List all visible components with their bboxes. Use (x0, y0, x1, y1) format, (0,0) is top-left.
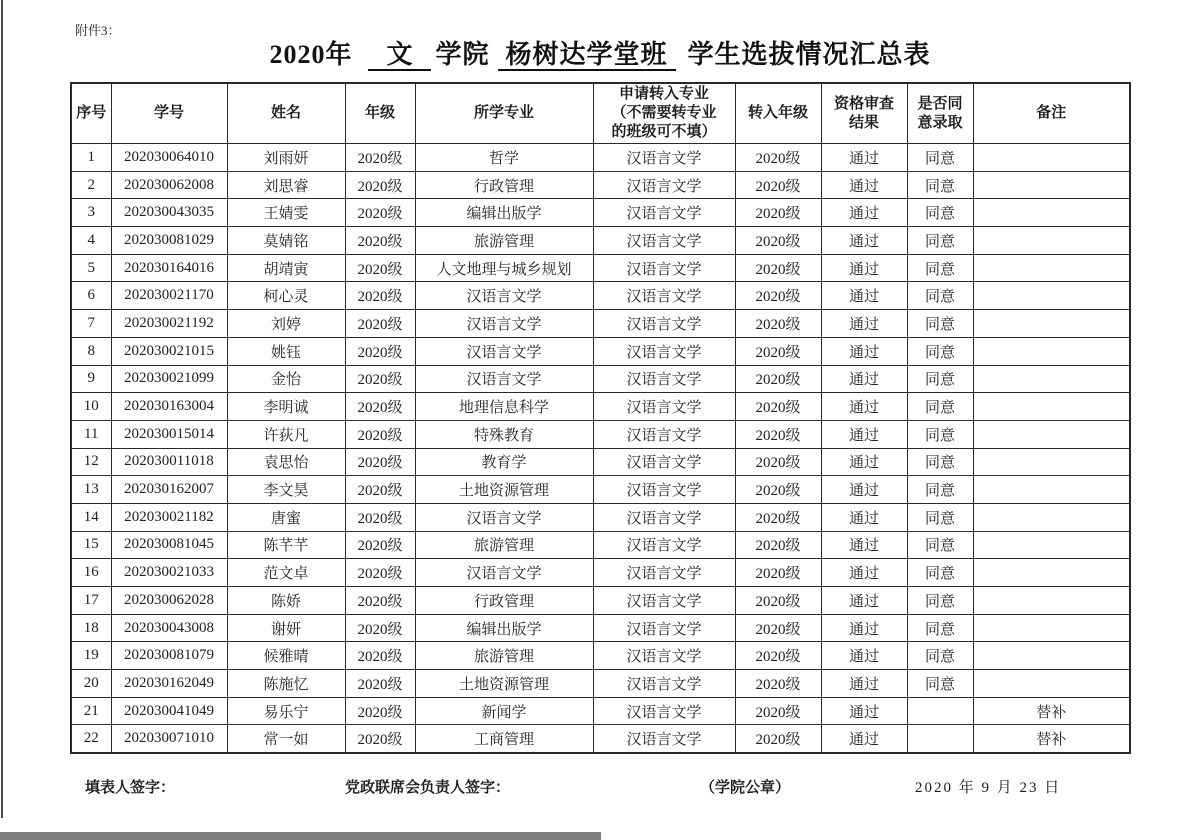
table-cell: 2020级 (345, 254, 415, 282)
table-cell: 同意 (907, 531, 973, 559)
table-cell: 4 (71, 227, 111, 255)
table-cell (973, 227, 1130, 255)
table-cell: 2020级 (735, 199, 821, 227)
table-cell: 汉语言文学 (415, 310, 593, 338)
table-cell (973, 282, 1130, 310)
date-label: 2020 年 9 月 23 日 (915, 780, 1062, 796)
table-cell: 同意 (907, 227, 973, 255)
column-header: 备注 (973, 83, 1130, 144)
table-cell: 通过 (821, 254, 907, 282)
table-cell: 18 (71, 614, 111, 642)
table-cell: 教育学 (415, 448, 593, 476)
table-cell: 11 (71, 420, 111, 448)
table-row (71, 310, 1130, 338)
table-cell: 5 (71, 254, 111, 282)
column-header: 所学专业 (415, 83, 593, 144)
table-cell: 2020级 (345, 365, 415, 393)
table-cell: 同意 (907, 310, 973, 338)
table-cell: 通过 (821, 171, 907, 199)
table-cell (973, 448, 1130, 476)
table-row (71, 531, 1130, 559)
table-cell: 同意 (907, 254, 973, 282)
column-header: 年级 (345, 83, 415, 144)
table-cell: 2020级 (735, 393, 821, 421)
table-row (71, 227, 1130, 255)
table-cell: 通过 (821, 476, 907, 504)
table-cell: 2020级 (345, 227, 415, 255)
table-row (71, 503, 1130, 531)
table-row (71, 725, 1130, 753)
table-cell: 新闻学 (415, 697, 593, 725)
table-cell: 通过 (821, 670, 907, 698)
table-cell: 2020级 (735, 144, 821, 172)
table-cell: 汉语言文学 (593, 725, 735, 753)
title-year: 2020年 (269, 40, 353, 69)
table-cell: 汉语言文学 (415, 282, 593, 310)
table-row (71, 393, 1130, 421)
attachment-label: 附件3： (75, 23, 121, 38)
table-row (71, 448, 1130, 476)
table-cell: 202030041049 (111, 697, 227, 725)
table-cell: 通过 (821, 531, 907, 559)
table-cell: 2020级 (345, 476, 415, 504)
column-header: 转入年级 (735, 83, 821, 144)
table-cell: 2020级 (345, 725, 415, 753)
table-cell (973, 254, 1130, 282)
table-cell: 范文卓 (227, 559, 345, 587)
table-cell: 莫婧铭 (227, 227, 345, 255)
table-cell: 通过 (821, 559, 907, 587)
table-cell: 2020级 (345, 642, 415, 670)
scan-left-edge (1, 0, 3, 818)
selection-summary-table (70, 82, 1131, 754)
table-cell: 2 (71, 171, 111, 199)
table-cell: 通过 (821, 393, 907, 421)
page-title (0, 34, 1200, 71)
table-cell: 202030164016 (111, 254, 227, 282)
table-header-row (71, 83, 1130, 144)
table-cell: 同意 (907, 365, 973, 393)
table-cell: 汉语言文学 (593, 531, 735, 559)
table-cell: 汉语言文学 (593, 365, 735, 393)
college-seal-label: （学院公章） (700, 780, 791, 796)
table-cell: 2020级 (345, 697, 415, 725)
table-cell (973, 144, 1130, 172)
table-row (71, 282, 1130, 310)
table-cell: 2020级 (345, 559, 415, 587)
table-cell: 2020级 (735, 227, 821, 255)
table-cell: 2020级 (735, 559, 821, 587)
table-cell: 2020级 (345, 670, 415, 698)
table-cell: 同意 (907, 282, 973, 310)
table-cell: 通过 (821, 365, 907, 393)
table-cell: 同意 (907, 476, 973, 504)
table-cell: 李明诚 (227, 393, 345, 421)
table-cell (973, 420, 1130, 448)
table-cell: 汉语言文学 (593, 448, 735, 476)
table-cell: 2020级 (735, 254, 821, 282)
scan-bottom-edge (0, 832, 601, 840)
table-cell: 汉语言文学 (593, 476, 735, 504)
table-row (71, 254, 1130, 282)
table-cell: 行政管理 (415, 171, 593, 199)
table-cell: 2020级 (345, 393, 415, 421)
table-cell: 同意 (907, 337, 973, 365)
table-cell: 哲学 (415, 144, 593, 172)
table-cell: 202030062008 (111, 171, 227, 199)
table-cell: 2020级 (735, 420, 821, 448)
table-cell (973, 171, 1130, 199)
table-cell: 旅游管理 (415, 227, 593, 255)
table-cell: 202030021099 (111, 365, 227, 393)
table-cell: 6 (71, 282, 111, 310)
table-cell (973, 531, 1130, 559)
table-cell: 同意 (907, 171, 973, 199)
table-cell: 2020级 (735, 670, 821, 698)
table-cell: 通过 (821, 448, 907, 476)
table-cell: 行政管理 (415, 587, 593, 615)
table-cell: 地理信息科学 (415, 393, 593, 421)
table-row (71, 697, 1130, 725)
table-cell: 2020级 (735, 587, 821, 615)
table-cell: 刘雨妍 (227, 144, 345, 172)
table-cell: 3 (71, 199, 111, 227)
table-cell: 202030062028 (111, 587, 227, 615)
table-cell: 汉语言文学 (593, 670, 735, 698)
table-cell (973, 503, 1130, 531)
table-cell: 土地资源管理 (415, 670, 593, 698)
table-cell: 13 (71, 476, 111, 504)
table-cell: 2020级 (735, 365, 821, 393)
table-cell: 202030163004 (111, 393, 227, 421)
table-cell: 202030162049 (111, 670, 227, 698)
table-cell: 汉语言文学 (415, 559, 593, 587)
table-cell: 汉语言文学 (593, 144, 735, 172)
table-cell: 汉语言文学 (593, 697, 735, 725)
table-cell: 通过 (821, 697, 907, 725)
table-cell: 2020级 (345, 282, 415, 310)
table-cell: 陈芊芊 (227, 531, 345, 559)
table-cell: 202030021170 (111, 282, 227, 310)
table-cell: 10 (71, 393, 111, 421)
table-cell (973, 310, 1130, 338)
table-row (71, 587, 1130, 615)
table-cell: 汉语言文学 (593, 587, 735, 615)
title-suffix: 学生选拔情况汇总表 (687, 40, 931, 69)
table-cell (973, 614, 1130, 642)
table-cell: 汉语言文学 (593, 503, 735, 531)
table-cell (907, 725, 973, 753)
table-cell: 通过 (821, 614, 907, 642)
table-cell: 汉语言文学 (593, 559, 735, 587)
table-cell: 202030081079 (111, 642, 227, 670)
table-cell: 202030021033 (111, 559, 227, 587)
table-cell: 通过 (821, 310, 907, 338)
table-cell (973, 365, 1130, 393)
table-cell: 许荻凡 (227, 420, 345, 448)
table-cell: 202030081045 (111, 531, 227, 559)
column-header: 申请转入专业 （不需要转专业 的班级可不填） (593, 83, 735, 144)
table-cell: 2020级 (345, 171, 415, 199)
table-cell: 通过 (821, 144, 907, 172)
table-cell: 2020级 (735, 725, 821, 753)
table-row (71, 420, 1130, 448)
table-cell: 202030021015 (111, 337, 227, 365)
table-cell: 汉语言文学 (593, 393, 735, 421)
table-cell: 2020级 (345, 199, 415, 227)
table-cell: 王婧雯 (227, 199, 345, 227)
table-cell: 通过 (821, 725, 907, 753)
table-cell: 汉语言文学 (415, 337, 593, 365)
table-cell: 202030043008 (111, 614, 227, 642)
table-cell: 陈施忆 (227, 670, 345, 698)
table-cell: 同意 (907, 144, 973, 172)
table-cell: 2020级 (735, 697, 821, 725)
table-cell: 通过 (821, 420, 907, 448)
table-cell (973, 559, 1130, 587)
committee-signature-label: 党政联席会负责人签字： (345, 780, 511, 796)
column-header: 资格审查 结果 (821, 83, 907, 144)
table-cell: 汉语言文学 (593, 614, 735, 642)
table-cell: 汉语言文学 (415, 503, 593, 531)
table-cell: 21 (71, 697, 111, 725)
table-cell: 9 (71, 365, 111, 393)
table-cell: 柯心灵 (227, 282, 345, 310)
table-cell: 编辑出版学 (415, 199, 593, 227)
column-header: 是否同 意录取 (907, 83, 973, 144)
table-row (71, 365, 1130, 393)
table-cell (907, 697, 973, 725)
table-cell: 陈娇 (227, 587, 345, 615)
table-cell: 202030021192 (111, 310, 227, 338)
column-header: 序号 (71, 83, 111, 144)
table-cell: 汉语言文学 (415, 365, 593, 393)
table-cell: 2020级 (735, 503, 821, 531)
table-cell: 同意 (907, 503, 973, 531)
table-cell: 汉语言文学 (593, 337, 735, 365)
table-cell: 工商管理 (415, 725, 593, 753)
table-cell: 2020级 (345, 310, 415, 338)
table-cell: 202030081029 (111, 227, 227, 255)
column-header: 学号 (111, 83, 227, 144)
table-cell: 同意 (907, 199, 973, 227)
table-cell: 15 (71, 531, 111, 559)
table-row (71, 559, 1130, 587)
table-cell: 2020级 (735, 337, 821, 365)
table-cell: 2020级 (735, 171, 821, 199)
table-cell: 易乐宁 (227, 697, 345, 725)
table-cell: 2020级 (735, 476, 821, 504)
table-cell: 2020级 (345, 503, 415, 531)
table-cell: 12 (71, 448, 111, 476)
title-college-name: 文 (368, 40, 431, 71)
table-cell: 同意 (907, 614, 973, 642)
table-cell (973, 393, 1130, 421)
table-cell: 旅游管理 (415, 642, 593, 670)
column-header: 姓名 (227, 83, 345, 144)
table-cell: 1 (71, 144, 111, 172)
table-row (71, 670, 1130, 698)
table-cell: 汉语言文学 (593, 642, 735, 670)
table-cell: 2020级 (345, 448, 415, 476)
table-cell: 2020级 (735, 282, 821, 310)
table-cell: 金怡 (227, 365, 345, 393)
table-cell (973, 337, 1130, 365)
table-cell: 旅游管理 (415, 531, 593, 559)
table-cell: 候雅晴 (227, 642, 345, 670)
table-cell: 汉语言文学 (593, 282, 735, 310)
table-cell: 2020级 (345, 144, 415, 172)
table-cell: 同意 (907, 420, 973, 448)
table-cell: 通过 (821, 282, 907, 310)
table-cell: 2020级 (345, 614, 415, 642)
table-cell: 通过 (821, 199, 907, 227)
table-cell: 202030011018 (111, 448, 227, 476)
table-row (71, 144, 1130, 172)
table-row (71, 199, 1130, 227)
table-cell: 202030071010 (111, 725, 227, 753)
table-cell: 特殊教育 (415, 420, 593, 448)
table-cell: 同意 (907, 642, 973, 670)
table-cell: 土地资源管理 (415, 476, 593, 504)
table-cell: 2020级 (735, 531, 821, 559)
table-cell: 通过 (821, 642, 907, 670)
table-cell: 2020级 (735, 642, 821, 670)
table-cell: 202030162007 (111, 476, 227, 504)
table-cell: 同意 (907, 393, 973, 421)
table-cell: 8 (71, 337, 111, 365)
table-cell: 通过 (821, 503, 907, 531)
table-cell: 汉语言文学 (593, 254, 735, 282)
title-college-suffix: 学院 (435, 40, 490, 69)
table-cell: 汉语言文学 (593, 420, 735, 448)
table-cell: 汉语言文学 (593, 227, 735, 255)
table-cell: 刘思睿 (227, 171, 345, 199)
table-cell: 202030064010 (111, 144, 227, 172)
table-cell: 唐蜜 (227, 503, 345, 531)
table-cell: 202030015014 (111, 420, 227, 448)
table-cell: 汉语言文学 (593, 199, 735, 227)
table-cell: 14 (71, 503, 111, 531)
table-cell: 同意 (907, 559, 973, 587)
table-row (71, 171, 1130, 199)
table-row (71, 614, 1130, 642)
table-cell: 刘婷 (227, 310, 345, 338)
table-cell: 谢妍 (227, 614, 345, 642)
filler-signature-label: 填表人签字： (85, 780, 176, 796)
table-cell: 2020级 (345, 531, 415, 559)
table-cell: 通过 (821, 587, 907, 615)
table-cell: 替补 (973, 725, 1130, 753)
table-row (71, 642, 1130, 670)
table-cell: 汉语言文学 (593, 310, 735, 338)
table-cell (973, 642, 1130, 670)
table-cell: 汉语言文学 (593, 171, 735, 199)
table-cell: 16 (71, 559, 111, 587)
table-cell: 2020级 (735, 448, 821, 476)
table-cell: 姚钰 (227, 337, 345, 365)
table-cell: 19 (71, 642, 111, 670)
table-cell: 202030043035 (111, 199, 227, 227)
table-cell: 2020级 (345, 587, 415, 615)
table-cell: 17 (71, 587, 111, 615)
table-cell: 常一如 (227, 725, 345, 753)
table-cell: 同意 (907, 670, 973, 698)
table-row (71, 337, 1130, 365)
table-cell: 2020级 (345, 337, 415, 365)
table-cell: 同意 (907, 587, 973, 615)
table-cell: 20 (71, 670, 111, 698)
table-cell: 人文地理与城乡规划 (415, 254, 593, 282)
table-cell: 2020级 (735, 614, 821, 642)
table-cell: 替补 (973, 697, 1130, 725)
table-cell: 通过 (821, 337, 907, 365)
title-class-name: 杨树达学堂班 (498, 40, 676, 71)
table-cell (973, 199, 1130, 227)
table-cell: 胡靖寅 (227, 254, 345, 282)
table-cell: 202030021182 (111, 503, 227, 531)
table-cell: 通过 (821, 227, 907, 255)
table-cell: 22 (71, 725, 111, 753)
table-cell: 2020级 (345, 420, 415, 448)
table-cell (973, 670, 1130, 698)
table-cell: 同意 (907, 448, 973, 476)
table-body (71, 144, 1130, 754)
table-cell: 2020级 (735, 310, 821, 338)
table-cell: 编辑出版学 (415, 614, 593, 642)
table-cell: 7 (71, 310, 111, 338)
table-cell: 袁思怡 (227, 448, 345, 476)
table-cell (973, 476, 1130, 504)
table-cell: 李文昊 (227, 476, 345, 504)
table-row (71, 476, 1130, 504)
table-cell (973, 587, 1130, 615)
